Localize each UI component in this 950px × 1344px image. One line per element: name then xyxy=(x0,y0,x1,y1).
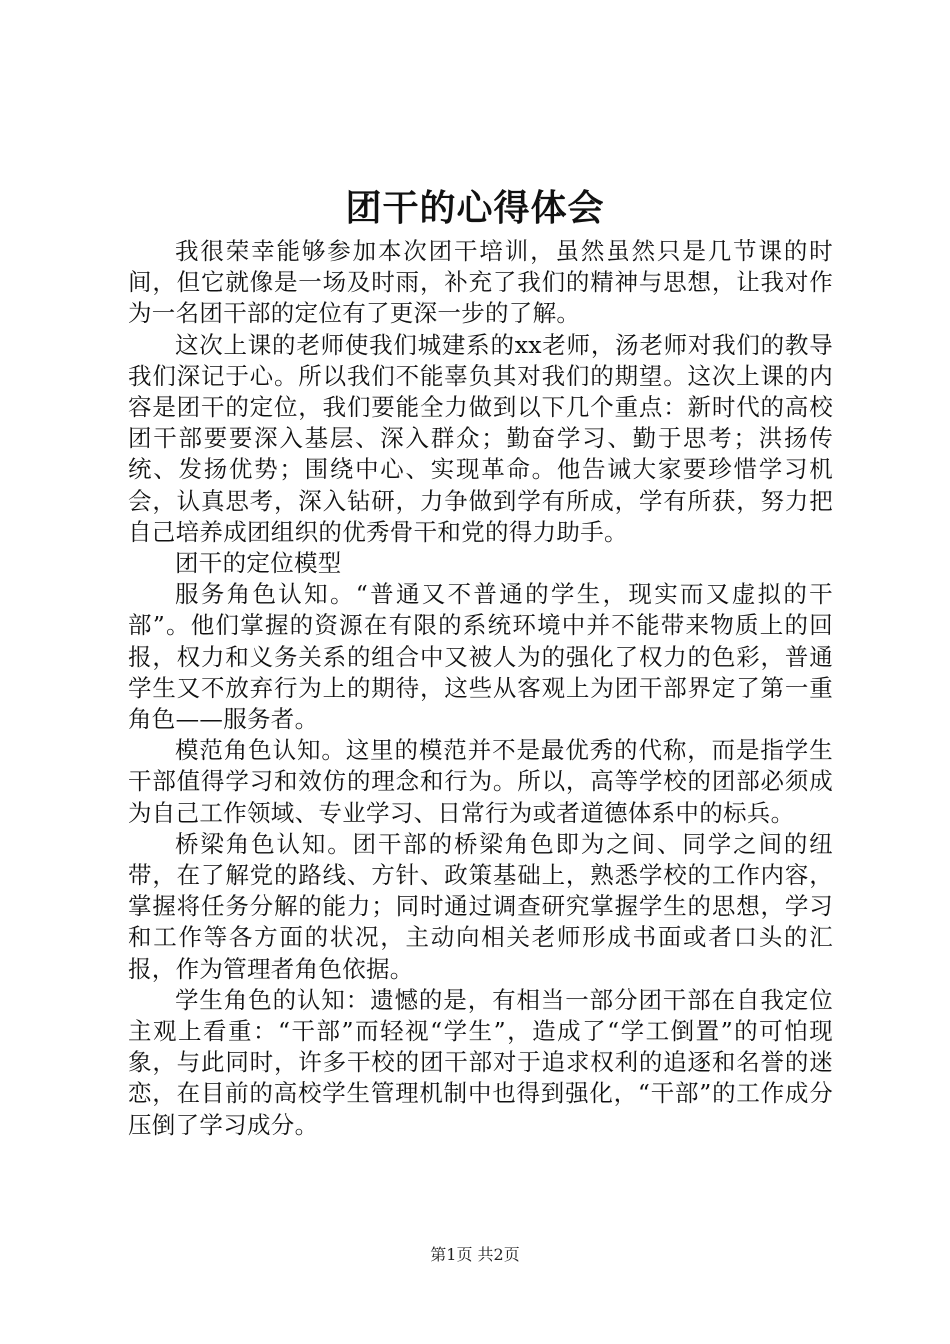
paragraph-service-role: 服务角色认知。“普通又不普通的学生，现实而又虚拟的干部”。他们掌握的资源在有限的系统环境中并不能带来物质上的回报，权力和义务关系的组合中又被人为的强化了权力的色彩，普通学生又不放弃行为上的期待，这些从客观上为团干部界定了第一重角色——服务者。 xyxy=(128,580,833,734)
paragraph-intro: 我很荣幸能够参加本次团干培训，虽然虽然只是几节课的时间，但它就像是一场及时雨，补充了我们的精神与思想，让我对作为一名团干部的定位有了更深一步的了解。 xyxy=(128,237,833,328)
section-heading-model: 团干的定位模型 xyxy=(175,549,342,578)
paragraph-model-role: 模范角色认知。这里的模范并不是最优秀的代称，而是指学生干部值得学习和效仿的理念和行为。所以，高等学校的团部必须成为自己工作领域、专业学习、日常行为或者道德体系中的标兵。 xyxy=(128,736,833,827)
document-title: 团干的心得体会 xyxy=(345,187,605,229)
paragraph-student-role: 学生角色的认知：遗憾的是，有相当一部分团干部在自我定位主观上看重：“干部”而轻视“学生”，造成了“学工倒置”的可怕现象，与此同时，许多干校的团干部对于追求权利的追逐和名誉的迷恋，在目前的高校学生管理机制中也得到强化，“干部”的工作成分压倒了学习成分。 xyxy=(128,985,833,1139)
page-number-footer: 第1页 共2页 xyxy=(430,1245,520,1264)
paragraph-course-content: 这次上课的老师使我们城建系的xx老师，汤老师对我们的教导我们深记于心。所以我们不能辜负其对我们的期望。这次上课的内容是团干的定位，我们要能全力做到以下几个重点：新时代的高校团干部要要深入基层、深入群众；勤奋学习、勤于思考；洪扬传统、发扬优势；围绕中心、实现革命。他告诫大家要珍惜学习机会，认真思考，深入钻研，力争做到学有所成，学有所获，努力把自己培养成团组织的优秀骨干和党的得力助手。 xyxy=(128,330,833,546)
paragraph-bridge-role: 桥梁角色认知。团干部的桥梁角色即为之间、同学之间的纽带，在了解党的路线、方针、政策基础上，熟悉学校的工作内容，掌握将任务分解的能力；同时通过调查研究掌握学生的思想，学习和工作等各方面的状况，主动向相关老师形成书面或者口头的汇报，作为管理者角色依据。 xyxy=(128,829,833,983)
document-body xyxy=(128,236,833,1141)
